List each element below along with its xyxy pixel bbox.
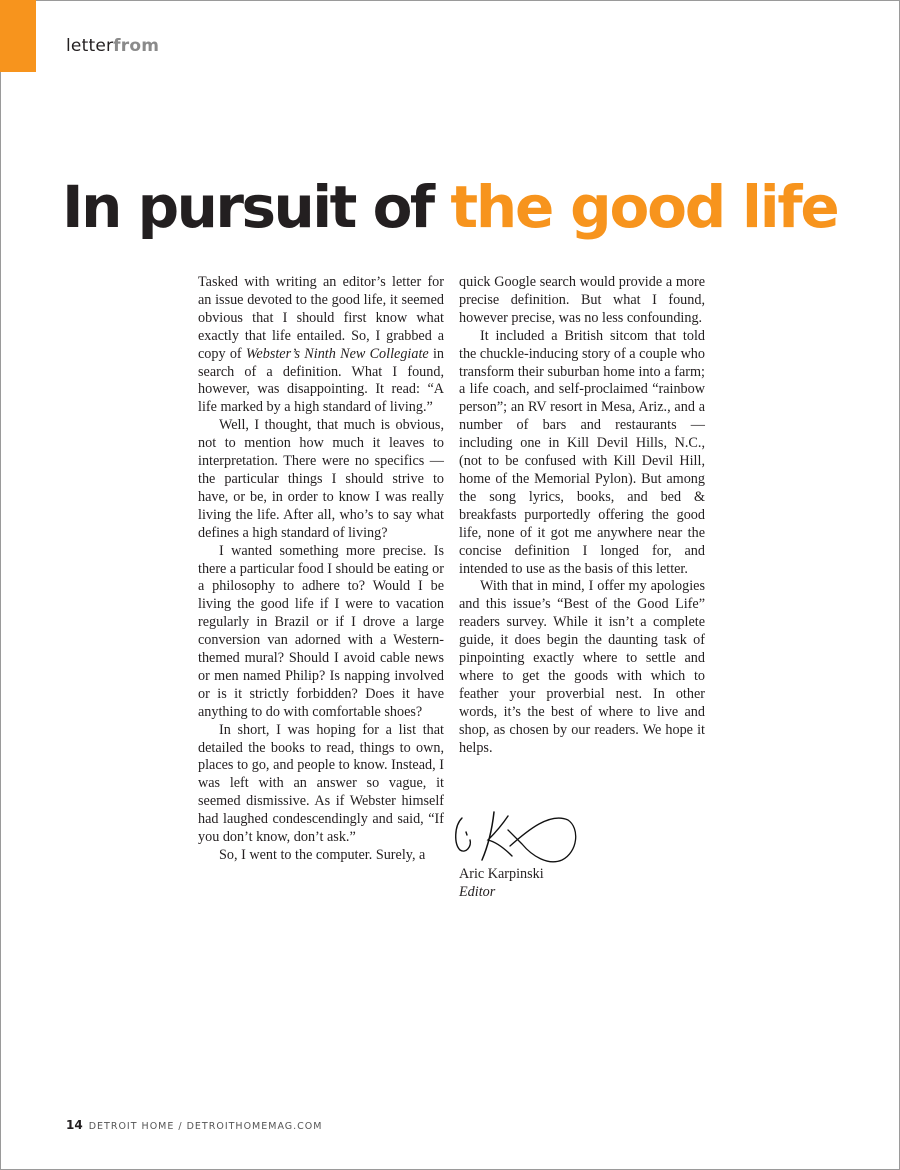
article-paragraph: In short, I was hoping for a list that detailed the books to read, things to own, places to go, and people to know. Instead, I was left with an answer so vague, it seemed dismissive. As if Webster himself had laughed condescendingly and said, “If you don’t know, don’t ask.” [198,721,444,846]
article-column-left [198,274,444,865]
paragraph-text: in search of a definition. What I found, however, was disappointing. It read: “A life marked by a high standard of living.” [198,345,444,416]
article-paragraph: With that in mind, I offer my apologies and this issue’s “Best of the Good Life” readers survey. While it isn’t a complete guide, it does begin the daunting task of pinpointing exactly where to settle and where to get the goods with which to feather your proverbial nest. In other words, it’s the best of where to live and shop, as chosen by our readers. We hope it helps. [459,578,705,756]
paragraph-text: Tasked with writing an editor’s letter for an issue devoted to the good life, it seemed obvious that I should first know what exactly that life entailed. So, I grabbed a copy of [198,274,444,362]
book-title: Webster’s Ninth New Collegiate [245,345,429,362]
page-footer [66,1118,322,1132]
publication-info: DETROIT HOME / DETROITHOMEMAG.COM [88,1121,323,1132]
page-title-accent: the good life [450,173,838,241]
article-paragraph: Well, I thought, that much is obvious, not to mention how much it leaves to interpretation. There were no specifics — the particular things I should strive to have, or be, in order to know I was really living the life. After all, who’s to say what defines a high standard of living? [198,417,444,541]
editor-title: Editor [459,884,496,900]
article-paragraph [198,274,444,417]
article-paragraph: It included a British sitcom that told the chuckle-inducing story of a couple who transform their suburban home into a farm; a life coach, and self-proclaimed “rainbow person”; an RV resort in Mesa, Ariz., and a number of bars and restaurants — including one in Kill Devil Hills, N.C., (not to be confused with Kill Devil Hill, home of the Memorial Pylon). But among the song lyrics, books, and bed & breakfasts purportedly offering the good life, none of it got me anywhere near the concise definition I longed for, and intended to use as the basis of this letter. [459,327,705,577]
article-paragraph: quick Google search would provide a more precise definition. But what I found, however precise, was no less confounding. [459,274,705,326]
section-label-accent: from [113,36,160,56]
editor-name: Aric Karpinski [459,866,544,882]
article-paragraph: I wanted something more precise. Is there a particular food I should be eating or a philosophy to adhere to? Would I be living the good life if I were to vacation regularly in Brazil or if I drove a large conversion van adorned with a Western-themed mural? Should I avoid cable news or men named Philip? Is napping involved or is it strictly forbidden? Does it have anything to do with comfortable shoes? [198,542,444,720]
page-title-plain: In pursuit of [62,173,451,241]
section-color-tab [0,0,36,72]
section-label [66,36,159,56]
editor-signature [452,800,582,872]
page-number: 14 [66,1118,83,1132]
article-paragraph: So, I went to the computer. Surely, a [219,847,426,863]
page-title [62,173,838,241]
section-label-prefix: letter [66,36,114,56]
article-column-right [459,274,705,757]
